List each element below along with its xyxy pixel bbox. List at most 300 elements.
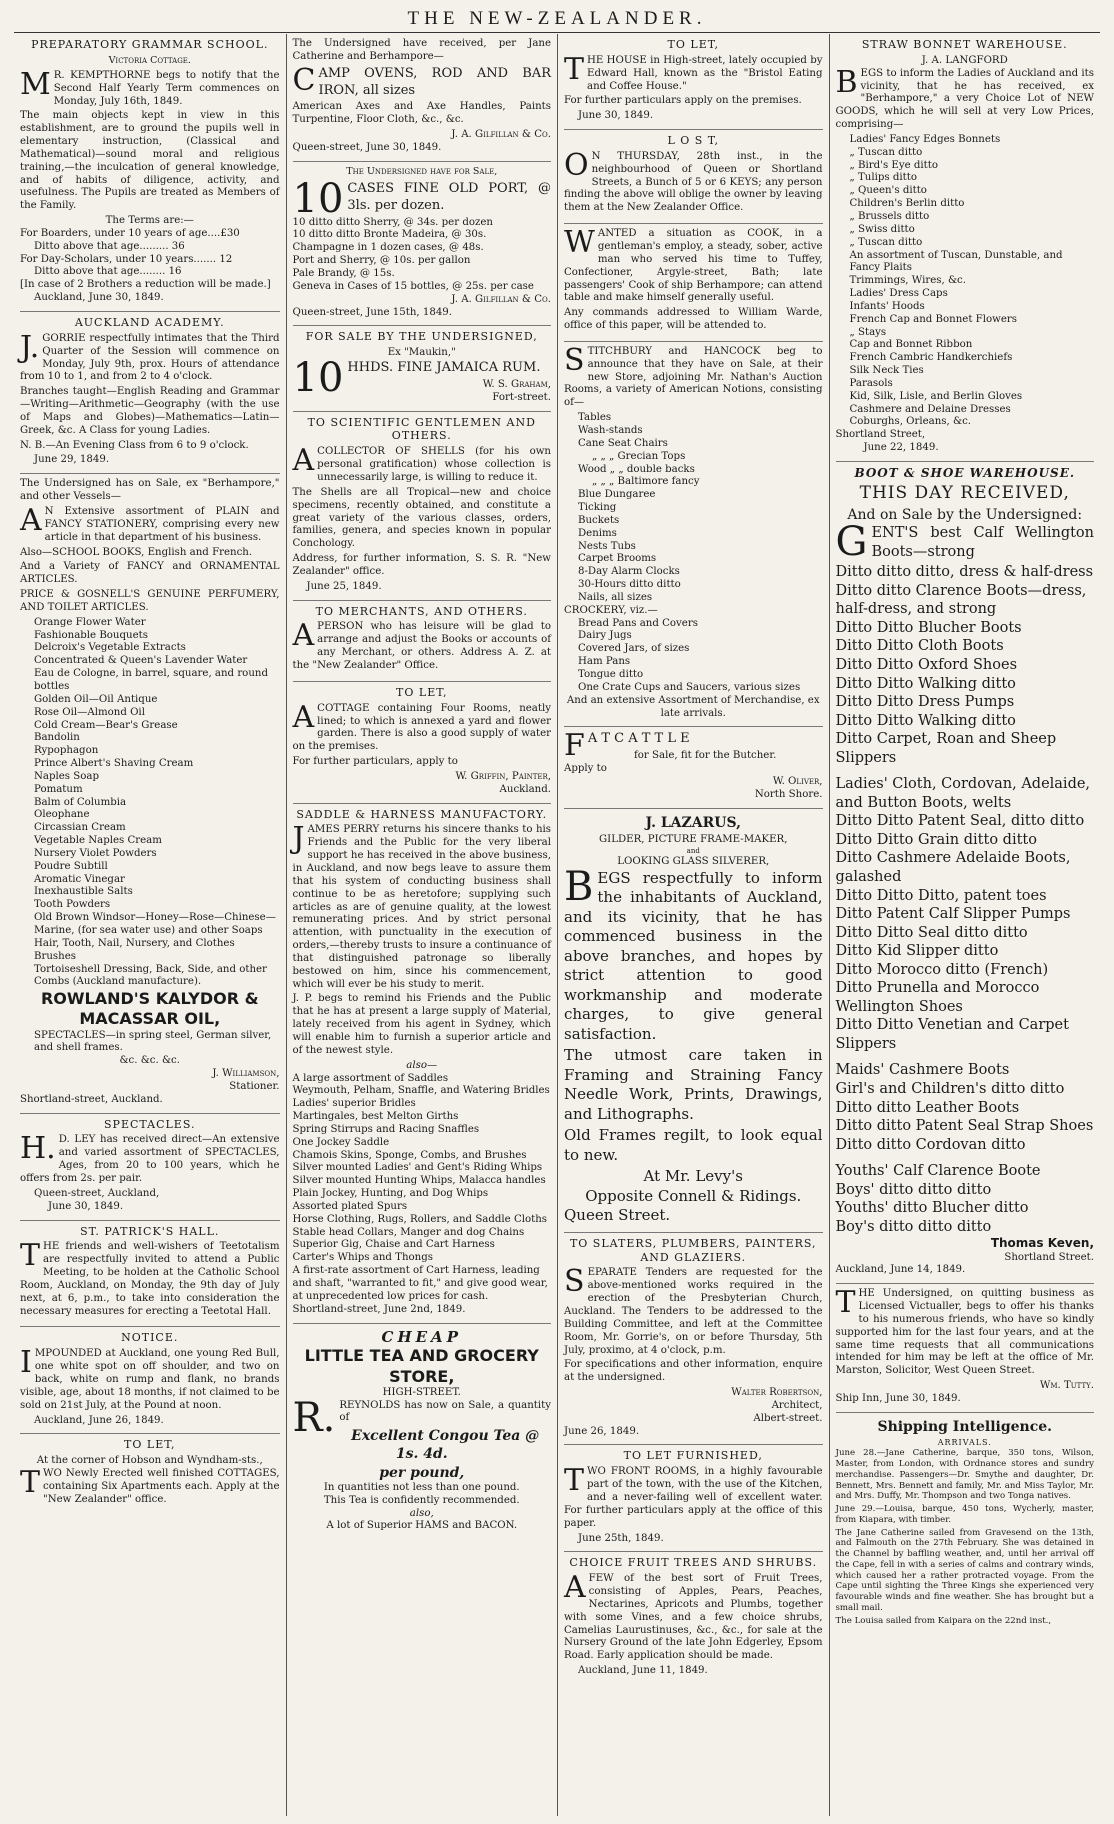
- ad-text: Any commands addressed to William Warde, office of this paper, will be attended to.: [564, 307, 823, 332]
- list-item: 10 ditto ditto Sherry, @ 34s. per dozen: [292, 216, 493, 228]
- boot-shoe-ad: [836, 462, 1095, 1284]
- ad-title: L O S T,: [667, 134, 720, 148]
- list-item: Carpet Brooms: [578, 553, 657, 565]
- stitchbury-hancock-ad: [564, 342, 823, 727]
- drop-cap: T: [20, 1238, 41, 1274]
- ad-title: TO LET,: [396, 685, 448, 699]
- ad-text: Apply to: [564, 763, 607, 775]
- shipping-intelligence: [836, 1413, 1095, 1634]
- ad-date: June 29, 1849.: [34, 454, 110, 466]
- drop-cap: J.: [20, 329, 40, 365]
- list-item: An assortment of Tuscan, Dunstable, and Fancy Plaits: [849, 249, 1063, 274]
- ad-title: SADDLE & HARNESS MANUFACTORY.: [296, 807, 548, 821]
- ad-text: For further particulars apply on the premises.: [564, 95, 802, 107]
- ad-note: [In case of 2 Brothers a reduction will be made.]: [20, 279, 271, 291]
- drop-cap: T: [20, 1465, 41, 1501]
- ad-text: WO Newly Erected well finished COTTAGES, containing Six Apartments each. Apply at the "New Zealander" office.: [43, 1468, 280, 1505]
- st-patricks-hall-ad: [20, 1221, 280, 1328]
- saddle-harness-ad: [293, 804, 552, 1324]
- spectacles-ad: [20, 1114, 280, 1221]
- ad-text: June 29.—Louisa, barque, 450 tons, Wycherly, master, from Kiapara, with timber.: [835, 1504, 1094, 1525]
- to-let-cottages-ad: [20, 1434, 280, 1514]
- list-item: Ditto Morocco ditto (French): [835, 961, 1049, 978]
- section-title: Shipping Intelligence.: [877, 1418, 1053, 1435]
- column-1: [14, 34, 286, 1816]
- to-let-cottage-ad: [293, 682, 552, 804]
- ad-text: HE Undersigned, on quitting business as Licensed Victualler, begs to offer his thanks to his numerous friends, who have so kindly supported him for the last four years, and at the same time requests that all communications intended for him may be left at the office of Mr. Marston, Solicitor, West Queen Street.: [835, 1288, 1094, 1377]
- list-item: Poudre Subtill: [34, 860, 108, 872]
- drop-cap: A: [292, 618, 315, 654]
- auckland-academy-ad: [20, 312, 280, 474]
- ad-text: Opposite Connell & Ridings.: [585, 1186, 802, 1205]
- list-item: Ditto Kid Slipper ditto: [835, 943, 999, 960]
- ad-text: PRICE & GOSNELL'S GENUINE PERFUMERY, AND TOILET ARTICLES.: [20, 589, 280, 613]
- list-item: Stable head Collars, Manger and dog Chains: [292, 1226, 525, 1238]
- ad-subtitle: and: [686, 847, 700, 856]
- ad-text: D. LEY has received direct—An extensive and varied assortment of SPECTACLES, Ages, from 20 to 100 years, which he offers from 2s. per pair.: [20, 1134, 280, 1184]
- list-item: Ditto Ditto Blucher Boots: [835, 619, 1022, 636]
- term-line: Ditto above that age......... 36: [34, 240, 185, 252]
- tea-price: Excellent Congou Tea @ 1s. 4d.: [351, 1428, 540, 1463]
- list-item: Rose Oil—Almond Oil: [34, 706, 145, 718]
- masthead: THE NEW-ZEALANDER.: [407, 8, 707, 29]
- ad-subheading: And on Sale by the Undersigned:: [847, 506, 1083, 523]
- list-item: „ Queen's ditto: [849, 185, 927, 197]
- list-item: 30-Hours ditto ditto: [578, 579, 681, 591]
- list-item: Infants' Hoods: [849, 300, 925, 312]
- list-item: Hair, Tooth, Nail, Nursery, and Clothes Brushes: [34, 937, 235, 962]
- ad-text: Branches taught—English Reading and Grammar—Writing—Arithmetic—Geography (with the use of Maps and Globes)—Mathematics—Latin—Greek, &c. A Class for young Ladies.: [20, 386, 280, 436]
- ad-address: Fort-street.: [492, 391, 551, 403]
- list-item: Wood „ „ double backs: [578, 463, 695, 475]
- ad-text: American Axes and Axe Handles, Paints Turpentine, Floor Cloth, &c., &c.: [292, 101, 551, 126]
- ad-address: Albert-street.: [753, 1412, 823, 1424]
- lazarus-gilder-ad: [564, 809, 823, 1233]
- list-item: Ditto Ditto Seal ditto ditto: [835, 924, 1028, 941]
- list-item: Balm of Columbia: [34, 796, 127, 808]
- tutty-notice-ad: [836, 1284, 1095, 1413]
- ad-text: AMES PERRY returns his sincere thanks to his Friends and the Public for the very liberal support he has received in the above business, in Auckland, and now begs leave to assure them that his system of conducting business shall continue to be as heretofore; supplying such articles as are of genuine quality, at the lowest remunerating prices. And by strict personal attention, with punctuality in the execution of orders,—thereby trusts to insure a continuance of that distinguished patronage so liberally bestowed on him, since his commencement, which will ever be his study to merit.: [292, 824, 551, 990]
- list-item: Coburghs, Orleans, &c.: [849, 416, 972, 428]
- rowland-heading: ROWLAND'S KALYDOR & MACASSAR OIL,: [40, 989, 259, 1029]
- ad-text: June 28.—Jane Catherine, barque, 350 tons, Wilson, Master, from London, with Ordnance stores and sundry merchandise. Passengers—Dr. Smythe and daughter, Dr. Bennett, Mrs. Bennett and family, Mr. and Miss Taylor, Mr. and Mrs. Duffy, Mr. Thompson and two Tonga natives.: [835, 1448, 1094, 1502]
- masthead-rule: [14, 32, 1100, 33]
- section-subtitle: ARRIVALS.: [937, 1438, 992, 1448]
- list-item: „ Tulips ditto: [849, 172, 917, 184]
- list-item: Denims: [578, 527, 617, 539]
- ad-subtitle: HIGH-STREET.: [382, 1386, 461, 1398]
- drop-cap: A: [20, 503, 42, 538]
- ad-address: Shortland-street, Auckland.: [20, 1093, 163, 1105]
- signature: W. S. Graham,: [482, 378, 551, 390]
- ad-text: EGS to inform the Ladies of Auckland and its vicinity, that he has received, ex "Berhampore," a very Choice Lot of NEW GOODS, which he will sell at very Low Prices, comprising—: [835, 67, 1094, 131]
- list-item: Golden Oil—Oil Antique: [34, 693, 158, 705]
- list-item: One Crate Cups and Saucers, various sizes: [578, 681, 801, 693]
- ad-address: Auckland.: [499, 783, 551, 795]
- ad-title: SPECTACLES.: [104, 1117, 196, 1131]
- ad-date: Auckland, June 26, 1849.: [34, 1414, 164, 1426]
- ad-text: also,: [409, 1507, 434, 1519]
- ad-title: PREPARATORY GRAMMAR SCHOOL.: [31, 38, 269, 51]
- list-item: Aromatic Vinegar: [34, 873, 125, 885]
- list-item: Ditto ditto Leather Boots: [835, 1099, 1020, 1116]
- big-number: 10: [292, 355, 344, 402]
- list-item: Buckets: [578, 514, 620, 526]
- drop-cap: B: [564, 863, 594, 910]
- ad-title: TO SLATERS, PLUMBERS, PAINTERS, AND GLAZIERS.: [569, 1236, 817, 1264]
- list-item: Youths' Calf Clarence Boote: [835, 1163, 1041, 1180]
- list-item: Ladies' Fancy Edges Bonnets: [849, 133, 1001, 145]
- list-item: Cold Cream—Bear's Grease: [34, 719, 178, 731]
- list-item: Superior Gig, Chaise and Cart Harness: [292, 1239, 495, 1251]
- ad-subtitle: J. A. LANGFORD: [921, 54, 1008, 66]
- list-item: Ham Pans: [578, 656, 631, 668]
- ad-date: Ship Inn, June 30, 1849.: [835, 1392, 961, 1404]
- list-item: Ditto Ditto Walking ditto: [835, 712, 1016, 729]
- ad-subtitle: GILDER, PICTURE FRAME-MAKER,: [599, 834, 788, 846]
- signature: J. Williamson,: [212, 1068, 280, 1080]
- ad-date: June 26, 1849.: [564, 1425, 640, 1437]
- notice-ad: [20, 1327, 280, 1434]
- term-line: Ditto above that age........ 16: [34, 266, 182, 278]
- stationery-ad: [20, 474, 280, 1113]
- ad-address: North Shore.: [754, 788, 823, 800]
- ad-title: TO LET,: [667, 38, 719, 51]
- ad-title: TO SCIENTIFIC GENTLEMEN AND OTHERS.: [307, 415, 536, 443]
- ad-text: HE HOUSE in High-street, lately occupied by Edward Hall, known as the "Bristol Eating and Coffee House.": [587, 54, 823, 92]
- list-item: Tables: [578, 412, 612, 424]
- ad-text: FEW of the best sort of Fruit Trees, consisting of Apples, Pears, Peaches, Nectarines, Apricots and Plumbs, together with some Vines, and a few choice shrubs, Camelias Laurustinuses, &c., &c., for sale at the Nursery Ground of the late John Edgerley, Epsom Road. Early application should be made.: [564, 1573, 823, 1662]
- drop-cap: B: [835, 64, 858, 100]
- ad-text: The Shells are all Tropical—new and choice specimens, recently obtained, and constitute a great variety of the various classes, orders, families, genera, and species known in popular Conchology.: [292, 486, 551, 550]
- list-item: Ticking: [578, 502, 617, 514]
- list-item: Ditto Ditto Grain ditto ditto: [835, 831, 1037, 848]
- ad-text: Queen Street.: [564, 1206, 671, 1225]
- ad-text: The utmost care taken in Framing and Straining Fancy Needle Work, Prints, Drawings, and Lithographs.: [564, 1046, 823, 1123]
- gilfillan-ironmongery-ad: [293, 34, 552, 162]
- straw-bonnet-ad: [836, 34, 1095, 462]
- list-item: Bread Pans and Covers: [578, 617, 698, 629]
- list-item: Cashmere and Delaine Dresses: [849, 403, 1011, 415]
- term-line: For Day-Scholars, under 10 years....... 12: [20, 253, 233, 265]
- list-item: Ditto ditto Cordovan ditto: [835, 1136, 1026, 1153]
- list-item: Carter's Whips and Thongs: [292, 1252, 433, 1264]
- list-item: Tooth Powders: [34, 899, 111, 911]
- list-item: „ Stays: [849, 326, 887, 338]
- signature-title: Architect,: [771, 1399, 823, 1411]
- ad-date: June 25th, 1849.: [578, 1532, 664, 1544]
- list-item: Wash-stands: [578, 424, 643, 436]
- list-item: Cane Seat Chairs: [578, 437, 668, 449]
- list-item: Ditto Cashmere Adelaide Boots, galashed: [835, 850, 1071, 885]
- list-item: Vegetable Naples Cream: [34, 835, 162, 847]
- list-item: Ditto Ditto Walking ditto: [835, 675, 1016, 692]
- ad-date: June 25, 1849.: [306, 580, 382, 592]
- list-item: Parasols: [849, 377, 893, 389]
- ad-text: WO FRONT ROOMS, in a highly favourable part of the town, with the use of the Kitchen, and a never-failing well of excellent water. For further particulars apply at the office of this paper.: [564, 1466, 823, 1529]
- ad-title: TO LET FURNISHED,: [623, 1449, 763, 1463]
- ad-title: ST. PATRICK'S HALL.: [80, 1224, 220, 1238]
- tenders-ad: [564, 1233, 823, 1446]
- ad-text: A lot of Superior HAMS and BACON.: [326, 1520, 518, 1532]
- list-item: Blue Dungaree: [578, 489, 656, 501]
- drop-cap: A: [292, 443, 315, 479]
- list-item: „ „ „ Grecian Tops: [592, 450, 686, 462]
- cook-wanted-ad: [564, 224, 823, 342]
- terms-label: The Terms are:—: [105, 215, 194, 227]
- list-item: „ Tuscan ditto: [849, 146, 923, 158]
- list-item: Prince Albert's Shaving Cream: [34, 758, 194, 770]
- lost-keys-ad: [564, 130, 823, 224]
- ad-text: For further particulars, apply to: [292, 756, 458, 768]
- column-3: [557, 34, 829, 1816]
- ad-text: AMP OVENS, ROD AND BAR IRON, all sizes: [318, 65, 551, 98]
- list-item: Pomatum: [34, 783, 83, 795]
- list-item: Plain Jockey, Hunting, and Dog Whips: [292, 1188, 489, 1200]
- list-item: Tortoiseshell Dressing, Back, Side, and other Combs (Auckland manufacture).: [34, 963, 267, 988]
- to-let-furnished-ad: [564, 1445, 823, 1552]
- list-item: Girl's and Children's ditto ditto: [835, 1081, 1065, 1098]
- list-heading: CROCKERY, viz.—: [564, 604, 658, 616]
- ad-title: FOR SALE BY THE UNDERSIGNED,: [305, 330, 538, 344]
- ad-date: Auckland, June 14, 1849.: [835, 1264, 966, 1276]
- list-item: Kid, Silk, Lisle, and Berlin Gloves: [849, 390, 1023, 402]
- list-item: Ditto Prunella and Morocco Wellington Shoes: [835, 980, 1040, 1015]
- list-item: Inexhaustible Salts: [34, 886, 133, 898]
- drop-cap: A: [292, 699, 315, 735]
- tea-price-unit: per pound,: [379, 1464, 465, 1481]
- signature: J. A. Gilfillan & Co.: [451, 293, 551, 305]
- ad-text: The Undersigned have received, per Jane Catherine and Berhampore—: [292, 38, 551, 62]
- ad-date: June 22, 1849.: [863, 442, 939, 454]
- ad-title: CHOICE FRUIT TREES AND SHRUBS.: [569, 1556, 818, 1570]
- list-item: 8-Day Alarm Clocks: [578, 566, 680, 578]
- ad-title: BOOT & SHOE WAREHOUSE.: [854, 466, 1076, 481]
- list-item: Geneva in Cases of 15 bottles, @ 25s. per case: [292, 280, 534, 292]
- list-item: „ Brussels ditto: [849, 210, 930, 222]
- list-item: Naples Soap: [34, 770, 99, 782]
- list-item: Fashionable Bouquets: [34, 629, 148, 641]
- column-2: [286, 34, 558, 1816]
- signature: Wm. Tutty.: [1039, 1380, 1094, 1392]
- list-item: Ditto Ditto Venetian and Carpet Slippers: [835, 1017, 1069, 1052]
- list-item: Tongue ditto: [578, 669, 644, 680]
- list-item: „ Tuscan ditto: [849, 236, 923, 248]
- signature-title: Stationer.: [229, 1080, 280, 1092]
- drop-cap: T: [564, 51, 585, 87]
- list-item: Ladies' Cloth, Cordovan, Adelaide, and Button Boots, welts: [835, 776, 1091, 811]
- ad-text: The main objects kept in view in this establishment, are to ground the pupils well in elementary instruction, (Classical and Mathematical)—sound moral and religious training,—the inculcation of general knowledge, and of habits of diligence, activity, and usefulness. The Pupils are treated as Members of the Family.: [20, 110, 280, 212]
- ad-text: Old Frames regilt, to look equal to new.: [564, 1126, 823, 1164]
- ad-date: Queen-street, June 15th, 1849.: [292, 306, 453, 318]
- ad-address: Queen-street, Auckland,: [34, 1187, 160, 1199]
- list-item: Boys' ditto ditto ditto: [835, 1181, 992, 1198]
- ad-text: HE friends and well-wishers of Teetotalism are respectfully invited to attend a Public Meeting, to be holden at the Catholic School Room, Auckland, on Monday, the 9th day of July next, at 6, p.m., to take into consideration the necessary measures for erecting a Teetotal Hall.: [20, 1241, 280, 1317]
- list-item: Ditto Ditto Oxford Shoes: [835, 656, 1018, 673]
- list-item: Children's Berlin ditto: [849, 198, 965, 210]
- ad-text: For specifications and other information, enquire at the undersigned.: [564, 1359, 823, 1384]
- list-item: Ditto Ditto Patent Seal, ditto ditto: [835, 813, 1085, 830]
- newspaper-page: [14, 34, 1100, 1816]
- ad-subtitle: Ex "Maukin,": [387, 347, 456, 359]
- list-item: Ditto ditto ditto, dress & half-dress: [835, 564, 1094, 581]
- ad-date: Auckland, June 11, 1849.: [578, 1665, 708, 1677]
- to-let-house-ad: [564, 34, 823, 130]
- list-item: Cap and Bonnet Ribbon: [849, 339, 973, 351]
- ad-text: N. B.—An Evening Class from 6 to 9 o'clock.: [20, 439, 249, 451]
- merchants-ad: [293, 601, 552, 682]
- list-item: Old Brown Windsor—Honey—Rose—Chinese—Marine, (for sea water use) and other Soaps: [34, 912, 276, 936]
- ad-text: CASES FINE OLD PORT, @ 3ls. per dozen.: [347, 180, 551, 213]
- drop-cap: I: [20, 1345, 32, 1381]
- list-item: Ditto Ditto Cloth Boots: [835, 638, 1004, 655]
- fruit-trees-ad: [564, 1552, 823, 1684]
- drop-cap: J: [292, 821, 305, 857]
- list-item: One Jockey Saddle: [292, 1136, 390, 1148]
- list-item: „ Bird's Eye ditto: [849, 159, 938, 171]
- ad-text: And an extensive Assortment of Merchandise, ex late arrivals.: [566, 694, 820, 719]
- ad-text: In quantities not less than one pound.: [323, 1481, 520, 1493]
- ad-text: Address, for further information, S. S. R. "New Zealander" office.: [292, 553, 551, 577]
- list-item: Ladies' Dress Caps: [849, 288, 948, 300]
- list-item: Delcroix's Vegetable Extracts: [34, 642, 186, 654]
- list-item: Champagne in 1 dozen cases, @ 48s.: [292, 242, 484, 254]
- ad-title: LITTLE TEA AND GROCERY STORE,: [304, 1346, 539, 1386]
- ad-text: MPOUNDED at Auckland, one young Red Bull, one white spot on off shoulder, and two on back, white on rump and flank, no brands visible, age, about 18 months, if not claimed to be sold on 21st July, at the Pound at noon.: [20, 1348, 280, 1411]
- drop-cap: S: [564, 1264, 585, 1300]
- ad-text: also—: [406, 1059, 438, 1071]
- ad-address: Shortland Street,: [835, 429, 926, 441]
- ad-text: COLLECTOR OF SHELLS (for his own personal gratification) whose collection is unnecessarily large, is willing to reduce it.: [317, 446, 551, 484]
- drop-cap: O: [564, 147, 589, 183]
- list-item: Ditto ditto Clarence Boots—dress, half-dress, and strong: [835, 582, 1087, 618]
- drop-cap: W: [564, 225, 595, 261]
- ad-text: J. P. begs to remind his Friends and the Public that he has at present a large supply of Material, lately received from his agent in Sydney, which will enable him to furnish a superior article and of the newest style.: [292, 993, 551, 1056]
- drop-cap: S: [564, 342, 585, 378]
- drop-cap: M: [20, 66, 51, 102]
- ad-date: June 30, 1849.: [48, 1200, 124, 1212]
- list-item: Nests Tubs: [578, 540, 636, 552]
- ad-text: N Extensive assortment of PLAIN and FANCY STATIONERY, comprising every new article in that department of his business.: [44, 506, 280, 543]
- ad-subtitle: Victoria Cottage.: [108, 54, 191, 66]
- list-item: Pale Brandy, @ 15s.: [292, 267, 395, 279]
- ad-title: AUCKLAND ACADEMY.: [74, 316, 225, 330]
- list-item: Eau de Cologne, in barrel, square, and round bottles: [34, 668, 268, 692]
- list-item: Youths' ditto Blucher ditto: [835, 1200, 1029, 1217]
- list-item: French Cap and Bonnet Flowers: [849, 313, 1017, 325]
- list-item: Ditto Ditto Dress Pumps: [835, 694, 1015, 711]
- list-item: ENT'S best Calf Wellington Boots—strong: [871, 525, 1094, 560]
- drop-cap: F: [564, 728, 585, 764]
- ad-text: SPECTACLES—in spring steel, German silver, and shell frames.: [34, 1029, 272, 1054]
- list-item: Spring Stirrups and Racing Snaffles: [292, 1123, 480, 1135]
- list-item: Chamois Skins, Sponge, Combs, and Brushes: [292, 1149, 527, 1161]
- ad-text: PERSON who has leisure will be glad to arrange and adjust the Books or accounts of any Merchant, or others. Address A. Z. at the "New Zealander" Office.: [292, 621, 551, 672]
- grammar-school-ad: [20, 34, 280, 312]
- ad-text: R. KEMPTHORNE begs to notify that the Second Half Yearly Term commences on Monday, July 16th, 1849.: [53, 69, 280, 107]
- term-line: For Boarders, under 10 years of age....£30: [20, 227, 240, 239]
- list-item: Orange Flower Water: [34, 616, 146, 628]
- list-item: Nursery Violet Powders: [34, 847, 157, 859]
- list-item: Ditto Ditto Ditto, patent toes: [835, 887, 1047, 904]
- list-item: Ditto ditto Patent Seal Strap Shoes: [835, 1118, 1094, 1135]
- list-item: Oleophane: [34, 809, 90, 821]
- ad-date: Auckland, June 30, 1849.: [34, 292, 164, 304]
- column-4: [829, 34, 1101, 1816]
- signature: Thomas Keven,: [990, 1236, 1094, 1251]
- ad-title: J. LAZARUS,: [645, 814, 741, 831]
- ad-text: And a Variety of FANCY and ORNAMENTAL ARTICLES.: [20, 561, 280, 586]
- drop-cap: H.: [20, 1131, 56, 1167]
- list-item: „ Swiss ditto: [849, 223, 915, 235]
- drop-cap: T: [835, 1285, 856, 1321]
- signature: J. A. Gilfillan & Co.: [451, 129, 551, 141]
- ad-subtitle: LOOKING GLASS SILVERER,: [617, 855, 770, 867]
- list-item: Horse Clothing, Rugs, Rollers, and Saddle Cloths: [292, 1213, 548, 1225]
- list-item: „ „ „ Baltimore fancy: [592, 476, 700, 488]
- drop-cap: G: [835, 519, 868, 566]
- ad-text: A T C A T T L E: [587, 731, 690, 747]
- tea-store-ad: [293, 1324, 552, 1540]
- list-item: Ladies' superior Bridles: [292, 1098, 416, 1110]
- list-item: Martingales, best Melton Girths: [292, 1111, 459, 1123]
- list-item: Nails, all sizes: [578, 591, 653, 603]
- ad-text: &c. &c. &c.: [119, 1055, 180, 1067]
- ad-text: ANTED a situation as COOK, in a gentleman's employ, a steady, sober, active man who served his time to Tuffey, Confectioner, Argyle-street, Bath; late passengers' Cook of ship Berhampore; can attend table and make himself generally useful.: [564, 228, 823, 304]
- ad-heading: THIS DAY RECEIVED,: [859, 483, 1070, 504]
- list-item: Maids' Cashmere Boots: [835, 1062, 1010, 1079]
- list-item: Dairy Jugs: [578, 630, 632, 642]
- drop-cap: A: [564, 1570, 586, 1606]
- ad-date: June 30, 1849.: [578, 110, 654, 122]
- ad-text: HHDS. FINE JAMAICA RUM.: [347, 360, 541, 376]
- list-item: Weymouth, Pelham, Snaffle, and Watering Bridles: [292, 1085, 550, 1097]
- cheap-heading: CHEAP: [381, 1327, 462, 1346]
- ad-title: TO MERCHANTS, AND OTHERS.: [315, 604, 528, 618]
- ad-address: Shortland Street.: [1004, 1251, 1094, 1263]
- ad-text: EPARATE Tenders are requested for the above-mentioned works required in the erection of the Presbyterian Church, Auckland. The Tenders to be addressed to the Building Committee, and left at the Committee Room, Mr. Gorrie's, on or before Thursday, 5th July, proximo, at 4 o'clock, p.m.: [564, 1267, 823, 1356]
- big-number: 10: [292, 175, 344, 222]
- ad-text: The Louisa sailed from Kaipara on the 22nd inst.,: [835, 1615, 1052, 1626]
- ad-text: TITCHBURY and HANCOCK beg to announce that they have on Sale, at their new Store, adjoining Mr. Nathan's Auction Rooms, a variety of American Notions, consisting of—: [564, 345, 823, 409]
- list-item: Circassian Cream: [34, 822, 126, 834]
- ad-title: STRAW BONNET WAREHOUSE.: [861, 38, 1068, 51]
- rum-ad: [293, 326, 552, 411]
- list-item: French Cambric Handkerchiefs: [849, 352, 1013, 364]
- list-item: Silk Neck Ties: [849, 365, 924, 377]
- ad-date: Queen-street, June 30, 1849.: [292, 142, 442, 153]
- list-item: Concentrated & Queen's Lavender Water: [34, 655, 248, 667]
- list-item: A large assortment of Saddles: [292, 1072, 449, 1084]
- drop-cap: R.: [292, 1394, 336, 1441]
- list-item: Silver mounted Hunting Whips, Malacca handles: [292, 1175, 546, 1187]
- drop-cap: C: [292, 62, 316, 98]
- ad-text: GORRIE respectfully intimates that the Third Quarter of the Session will commence on Monday, July 9th, prox. Hours of attendance from 10 to 1, and from 2 to 4 o'clock.: [20, 332, 280, 383]
- ad-text: for Sale, fit for the Butcher.: [634, 750, 777, 762]
- ad-title: TO LET,: [124, 1438, 176, 1452]
- ad-text: The Undersigned has on Sale, ex "Berhampore," and other Vessels—: [20, 478, 280, 503]
- ad-text: COTTAGE containing Four Rooms, neatly lined; to which is annexed a yard and flower garden. There is also a good supply of water on the premises.: [292, 702, 551, 753]
- list-item: Boy's ditto ditto ditto: [835, 1218, 992, 1235]
- list-item: Assorted plated Spurs: [292, 1200, 408, 1212]
- ad-title: NOTICE.: [121, 1331, 179, 1345]
- list-item: Port and Sherry, @ 10s. per gallon: [292, 255, 471, 267]
- shells-ad: [293, 412, 552, 601]
- ad-text: EGS respectfully to inform the inhabitants of Auckland, and its vicinity, that he has commenced business in the above branches, and hopes by strict attention to good workmanship and moderate charges, to give general satisfaction.: [564, 868, 823, 1043]
- ad-text: The Jane Catherine sailed from Gravesend on the 13th, and Falmouth on the 27th February. She was detained in the Channel by baffling weather, and, until her arrival off the Cape, fell in with a series of calms and contrary winds, which caused her a rather protracted voyage. From the Cape until sighting the Three Kings she experienced very favourable winds and fine weather. She has brought but a small mail.: [835, 1527, 1094, 1613]
- signature: W. Griffin, Painter,: [455, 770, 551, 782]
- signature: Walter Robertson,: [731, 1387, 823, 1399]
